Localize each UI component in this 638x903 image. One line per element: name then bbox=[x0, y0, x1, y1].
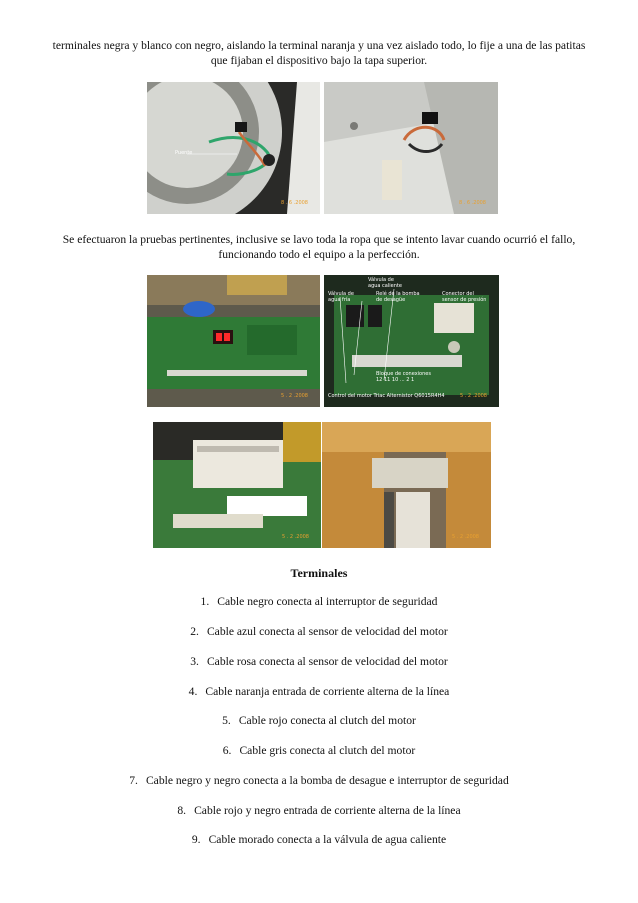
section-heading: Terminales bbox=[290, 566, 348, 580]
photo-control-board bbox=[147, 275, 320, 407]
list-item: 1. Cable negro conecta al interruptor de seguridad bbox=[200, 595, 438, 608]
list-item: 2. Cable azul conecta al sensor de velocidad del motor bbox=[190, 625, 448, 638]
photo-date-stamp: 5 . 2 .2008 bbox=[451, 534, 479, 540]
photo-connector-closeup bbox=[153, 422, 321, 548]
photo-washer-drum bbox=[147, 82, 320, 214]
photo-coil-closeup bbox=[322, 422, 491, 548]
label-pump-relay: Relé de la bomba de desagüe bbox=[376, 291, 420, 303]
photo-date-stamp: 5 . 2 .2008 bbox=[281, 534, 309, 540]
paragraph-middle: Se efectuaron la pruebas pertinentes, inclusive se lavo toda la ropa que se intento lavar cuando ocurrió el fallo, funcionando todo el equipo a la perfección. bbox=[62, 233, 576, 261]
photo-date-stamp: 8 . 6 .2008 bbox=[458, 200, 486, 206]
list-item: 5. Cable rojo conecta al clutch del motor bbox=[222, 714, 416, 727]
photo-switch-cover bbox=[324, 82, 498, 214]
photo-date-stamp: 5 . 2 .2008 bbox=[459, 393, 487, 399]
label-pressure-connector: Conector del sensor de presión bbox=[442, 291, 487, 303]
label-hot-water-valve: Válvula de agua caliente bbox=[368, 277, 402, 289]
list-item: 8. Cable rojo y negro entrada de corriente alterna de la línea bbox=[177, 804, 461, 817]
list-item: 6. Cable gris conecta al clutch del motor bbox=[222, 744, 416, 757]
list-item: 7. Cable negro y negro conecta a la bomba de desague e interruptor de seguridad bbox=[129, 774, 509, 787]
paragraph-top: terminales negra y blanco con negro, aislando la terminal naranja y una vez aislado todo, lo fije a una de las patitas que fijaban el dispositivo bajo la tapa superior. bbox=[52, 39, 586, 67]
list-item: 3. Cable rosa conecta al sensor de velocidad del motor bbox=[190, 655, 448, 668]
photo-board-annotated bbox=[324, 275, 499, 407]
photo-date-stamp: 5 . 2 .2008 bbox=[280, 393, 308, 399]
list-item: 9. Cable morado conecta a la válvula de agua caliente bbox=[191, 833, 447, 846]
list-item: 4. Cable naranja entrada de corriente alterna de la línea bbox=[188, 685, 450, 698]
label-puente: Puente bbox=[175, 150, 193, 156]
photo-date-stamp: 8 . 6 .2008 bbox=[280, 200, 308, 206]
label-cold-water-valve: Válvula de agua fría bbox=[328, 291, 354, 303]
label-motor-control: Control del motor Triac Alternistor Q6015R4H4 bbox=[328, 393, 445, 399]
label-connection-block: Bloque de conexiones 12 11 10 ... 2 1 bbox=[376, 371, 431, 383]
